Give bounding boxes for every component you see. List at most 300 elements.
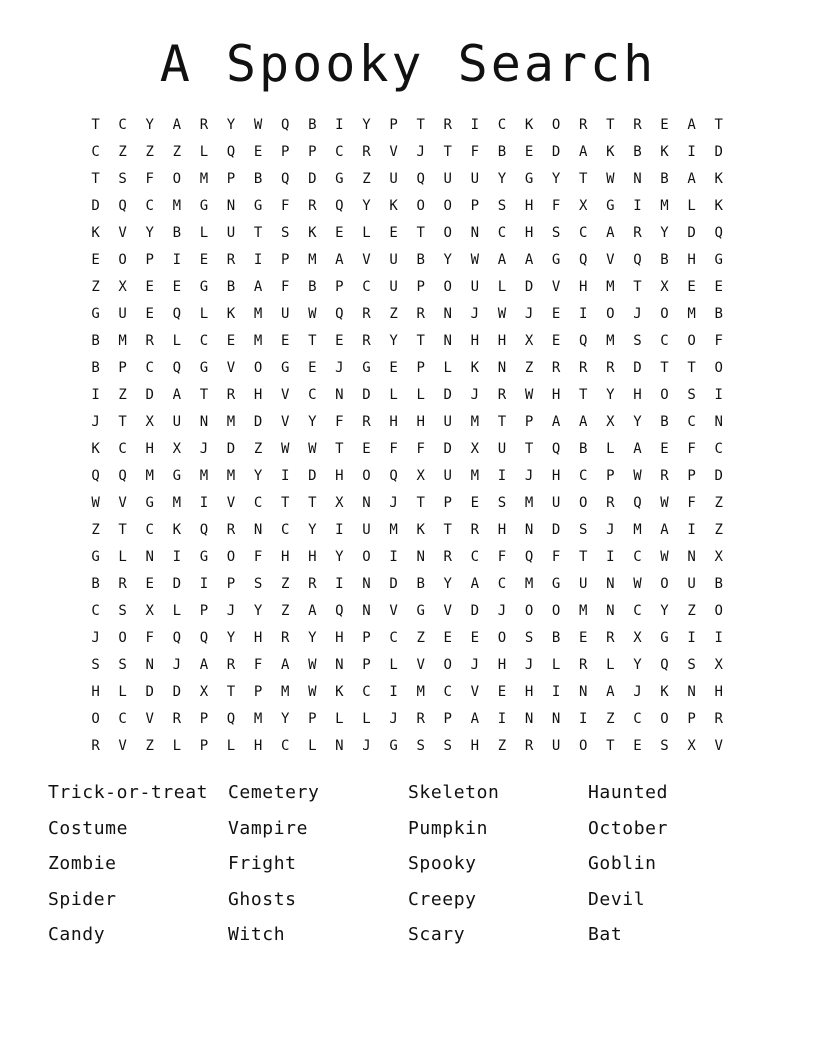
- grid-letter: J: [524, 657, 534, 673]
- grid-letter: A: [497, 252, 507, 268]
- grid-letter: O: [416, 198, 425, 214]
- grid-letter: K: [226, 306, 236, 322]
- grid-letter: D: [687, 225, 696, 241]
- word-list-item: Trick-or-treat: [48, 782, 209, 803]
- grid-letter: M: [687, 306, 696, 322]
- grid-letter: I: [714, 387, 723, 403]
- grid-letter: X: [687, 738, 696, 754]
- grid-letter: C: [91, 603, 100, 619]
- grid-letter: D: [172, 684, 182, 700]
- grid-letter: P: [687, 468, 696, 484]
- grid-letter: L: [497, 279, 507, 295]
- grid-letter: N: [687, 684, 696, 700]
- grid-letter: U: [551, 495, 561, 511]
- grid-letter: S: [118, 603, 127, 619]
- grid-letter: O: [551, 603, 561, 619]
- grid-letter: E: [145, 576, 154, 592]
- grid-letter: M: [199, 171, 209, 187]
- word-list-item: Spooky: [408, 853, 477, 874]
- grid-letter: S: [253, 576, 263, 592]
- grid-row: [82, 571, 734, 598]
- grid-letter: O: [660, 387, 669, 403]
- grid-letter: H: [389, 414, 398, 430]
- grid-letter: H: [497, 522, 507, 538]
- grid-letter: Z: [280, 576, 290, 592]
- grid-letter: U: [226, 225, 236, 241]
- grid-letter: S: [416, 738, 425, 754]
- grid-letter: J: [91, 630, 100, 646]
- grid-letter: N: [335, 387, 344, 403]
- grid-row: [82, 463, 734, 490]
- grid-letter: I: [172, 549, 182, 565]
- grid-letter: J: [524, 468, 534, 484]
- grid-letter: F: [280, 198, 290, 214]
- grid-row: [82, 382, 734, 409]
- grid-letter: Q: [335, 306, 344, 322]
- grid-letter: Y: [145, 225, 154, 241]
- grid-letter: T: [579, 549, 588, 565]
- grid-letter: R: [579, 117, 588, 133]
- grid-letter: T: [660, 360, 669, 376]
- grid-letter: H: [335, 630, 344, 646]
- grid-row: [82, 409, 734, 436]
- grid-letter: I: [579, 711, 588, 727]
- grid-letter: K: [660, 684, 669, 700]
- grid-letter: S: [91, 657, 100, 673]
- grid-letter: T: [280, 495, 290, 511]
- grid-letter: F: [145, 171, 154, 187]
- grid-letter: L: [199, 225, 209, 241]
- grid-letter: L: [199, 144, 209, 160]
- grid-letter: K: [335, 684, 344, 700]
- grid-letter: O: [443, 657, 452, 673]
- grid-letter: B: [91, 360, 100, 376]
- grid-letter: D: [308, 468, 317, 484]
- grid-letter: T: [633, 279, 642, 295]
- grid-letter: K: [470, 360, 480, 376]
- grid-letter: Z: [91, 279, 100, 295]
- grid-letter: X: [660, 279, 669, 295]
- grid-letter: J: [91, 414, 100, 430]
- grid-letter: C: [280, 522, 290, 538]
- grid-letter: T: [416, 495, 425, 511]
- grid-letter: Y: [362, 198, 371, 214]
- grid-letter: Y: [660, 225, 669, 241]
- grid-letter: O: [579, 738, 588, 754]
- grid-letter: W: [280, 441, 290, 457]
- grid-letter: G: [199, 360, 209, 376]
- grid-letter: U: [687, 576, 696, 592]
- grid-letter: Q: [226, 144, 236, 160]
- grid-letter: E: [579, 630, 588, 646]
- grid-letter: N: [606, 576, 615, 592]
- grid-letter: Z: [497, 738, 507, 754]
- grid-letter: A: [579, 414, 588, 430]
- grid-letter: E: [172, 279, 182, 295]
- grid-letter: T: [199, 387, 209, 403]
- grid-letter: R: [362, 333, 371, 349]
- grid-letter: N: [335, 657, 344, 673]
- grid-letter: P: [308, 711, 317, 727]
- grid-letter: I: [335, 117, 344, 133]
- word-list-item: Candy: [48, 924, 106, 945]
- grid-letter: G: [145, 495, 154, 511]
- grid-letter: A: [579, 144, 588, 160]
- grid-row: [82, 274, 734, 301]
- grid-letter: I: [687, 144, 696, 160]
- grid-letter: D: [714, 468, 723, 484]
- grid-letter: C: [389, 630, 398, 646]
- grid-letter: F: [551, 198, 561, 214]
- grid-letter: J: [335, 360, 344, 376]
- grid-letter: Y: [226, 117, 236, 133]
- grid-letter: N: [497, 360, 507, 376]
- grid-row: [82, 544, 734, 571]
- grid-letter: N: [687, 549, 696, 565]
- grid-letter: D: [551, 522, 561, 538]
- grid-letter: I: [199, 495, 209, 511]
- word-list-item: Ghosts: [228, 888, 297, 910]
- grid-letter: S: [633, 333, 642, 349]
- grid-letter: K: [308, 225, 317, 241]
- grid-letter: V: [145, 711, 154, 727]
- grid-letter: I: [579, 306, 588, 322]
- grid-letter: M: [199, 468, 209, 484]
- grid-letter: D: [145, 387, 154, 403]
- grid-letter: M: [172, 198, 182, 214]
- word-list-item: Zombie: [48, 853, 117, 874]
- word-list-item: Fright: [228, 853, 297, 874]
- grid-letter: B: [308, 117, 317, 133]
- grid-letter: R: [524, 738, 534, 754]
- grid-letter: U: [470, 171, 480, 187]
- grid-letter: Q: [226, 711, 236, 727]
- grid-letter: Y: [443, 576, 452, 592]
- grid-letter: X: [118, 279, 127, 295]
- grid-letter: C: [687, 414, 696, 430]
- grid-letter: E: [524, 144, 534, 160]
- grid-letter: L: [335, 711, 344, 727]
- grid-letter: X: [172, 441, 182, 457]
- grid-letter: W: [470, 252, 480, 268]
- grid-letter: D: [362, 387, 371, 403]
- grid-letter: G: [199, 198, 209, 214]
- grid-letter: Q: [91, 468, 100, 484]
- grid-letter: B: [714, 306, 723, 322]
- grid-letter: X: [199, 684, 209, 700]
- grid-letter: F: [470, 144, 480, 160]
- grid-letter: K: [389, 198, 398, 214]
- grid-letter: R: [362, 144, 371, 160]
- grid-letter: T: [497, 414, 507, 430]
- grid-letter: Z: [524, 360, 534, 376]
- word-list: [48, 776, 768, 954]
- grid-letter: L: [416, 387, 425, 403]
- grid-letter: P: [416, 279, 425, 295]
- grid-letter: U: [280, 306, 290, 322]
- grid-letter: Y: [633, 657, 642, 673]
- grid-letter: M: [118, 333, 127, 349]
- grid-letter: B: [172, 225, 182, 241]
- grid-letter: F: [687, 441, 696, 457]
- grid-letter: B: [551, 630, 561, 646]
- page-title: A Spooky Search: [159, 35, 657, 93]
- grid-letter: V: [551, 279, 561, 295]
- grid-letter: M: [606, 279, 615, 295]
- grid-letter: A: [660, 522, 669, 538]
- grid-letter: P: [280, 144, 290, 160]
- word-list-item: Skeleton: [408, 782, 500, 803]
- grid-letter: Q: [199, 522, 209, 538]
- grid-letter: J: [497, 603, 507, 619]
- grid-letter: P: [362, 657, 371, 673]
- grid-row: [82, 679, 734, 706]
- grid-letter: T: [687, 360, 696, 376]
- grid-letter: R: [172, 711, 182, 727]
- grid-letter: M: [145, 468, 154, 484]
- grid-letter: P: [226, 576, 236, 592]
- grid-letter: B: [308, 279, 317, 295]
- grid-letter: R: [606, 360, 615, 376]
- grid-letter: Q: [199, 630, 209, 646]
- grid-letter: A: [551, 414, 561, 430]
- grid-letter: E: [280, 333, 290, 349]
- grid-letter: R: [606, 495, 615, 511]
- grid-letter: S: [524, 630, 534, 646]
- grid-letter: F: [497, 549, 507, 565]
- grid-letter: Q: [660, 657, 669, 673]
- grid-letter: T: [714, 117, 723, 133]
- grid-letter: H: [253, 630, 263, 646]
- grid-letter: G: [416, 603, 425, 619]
- grid-letter: S: [497, 198, 507, 214]
- grid-letter: C: [660, 333, 669, 349]
- grid-letter: C: [470, 549, 480, 565]
- grid-letter: D: [714, 144, 723, 160]
- grid-letter: E: [145, 279, 154, 295]
- grid-letter: P: [253, 684, 263, 700]
- grid-letter: P: [199, 603, 209, 619]
- grid-letter: R: [280, 630, 290, 646]
- grid-letter: L: [172, 333, 182, 349]
- grid-letter: O: [497, 630, 507, 646]
- grid-row: [82, 706, 734, 733]
- grid-letter: B: [226, 279, 236, 295]
- grid-letter: B: [497, 144, 507, 160]
- grid-letter: J: [633, 306, 642, 322]
- grid-letter: R: [714, 711, 723, 727]
- grid-letter: I: [687, 522, 696, 538]
- grid-letter: Y: [308, 630, 317, 646]
- grid-letter: X: [714, 657, 723, 673]
- grid-row: [82, 355, 734, 382]
- grid-letter: J: [199, 441, 209, 457]
- grid-letter: S: [579, 522, 588, 538]
- grid-letter: O: [362, 468, 371, 484]
- grid-letter: Y: [280, 711, 290, 727]
- grid-letter: M: [226, 414, 236, 430]
- grid-letter: V: [226, 360, 236, 376]
- grid-letter: N: [633, 171, 642, 187]
- grid-letter: W: [308, 306, 317, 322]
- grid-letter: U: [362, 522, 371, 538]
- grid-letter: H: [416, 414, 425, 430]
- grid-letter: P: [443, 711, 452, 727]
- grid-letter: Y: [226, 630, 236, 646]
- grid-letter: H: [551, 387, 561, 403]
- grid-row: [82, 328, 734, 355]
- grid-letter: N: [443, 333, 452, 349]
- grid-letter: O: [551, 117, 561, 133]
- grid-letter: R: [579, 657, 588, 673]
- grid-letter: C: [633, 603, 642, 619]
- grid-letter: D: [443, 441, 452, 457]
- grid-letter: L: [118, 684, 127, 700]
- grid-letter: Y: [308, 414, 317, 430]
- grid-letter: L: [443, 360, 452, 376]
- grid-letter: Y: [389, 333, 398, 349]
- grid-letter: X: [335, 495, 344, 511]
- grid-letter: V: [118, 495, 127, 511]
- grid-letter: I: [389, 549, 398, 565]
- grid-row: [82, 625, 734, 652]
- grid-letter: G: [172, 468, 182, 484]
- grid-letter: R: [199, 117, 209, 133]
- grid-letter: S: [551, 225, 561, 241]
- grid-letter: L: [389, 657, 398, 673]
- grid-letter: N: [362, 576, 371, 592]
- grid-letter: V: [416, 657, 425, 673]
- grid-letter: Z: [687, 603, 696, 619]
- grid-letter: G: [280, 360, 290, 376]
- grid-letter: A: [253, 279, 263, 295]
- grid-letter: M: [172, 495, 182, 511]
- grid-letter: H: [308, 549, 317, 565]
- grid-letter: J: [362, 738, 371, 754]
- grid-letter: Z: [416, 630, 425, 646]
- grid-row: [82, 220, 734, 247]
- grid-letter: A: [606, 684, 615, 700]
- grid-letter: P: [606, 468, 615, 484]
- grid-letter: M: [253, 711, 263, 727]
- grid-letter: V: [606, 252, 615, 268]
- grid-letter: N: [470, 225, 480, 241]
- grid-letter: Q: [172, 360, 182, 376]
- grid-letter: T: [606, 738, 615, 754]
- grid-letter: C: [91, 144, 100, 160]
- grid-letter: R: [497, 387, 507, 403]
- grid-letter: N: [524, 522, 534, 538]
- grid-letter: D: [443, 387, 452, 403]
- grid-letter: L: [362, 711, 371, 727]
- grid-letter: L: [199, 306, 209, 322]
- grid-letter: I: [551, 684, 561, 700]
- grid-letter: Z: [362, 171, 371, 187]
- grid-letter: E: [226, 333, 236, 349]
- grid-letter: R: [362, 306, 371, 322]
- grid-letter: Q: [416, 171, 425, 187]
- grid-letter: Z: [145, 738, 154, 754]
- grid-letter: R: [226, 252, 236, 268]
- grid-letter: L: [606, 657, 615, 673]
- grid-letter: Z: [118, 387, 127, 403]
- grid-letter: P: [118, 360, 127, 376]
- grid-letter: A: [687, 117, 696, 133]
- grid-letter: V: [389, 144, 398, 160]
- grid-letter: P: [280, 252, 290, 268]
- grid-letter: O: [524, 603, 534, 619]
- grid-letter: T: [308, 333, 317, 349]
- grid-letter: N: [335, 738, 344, 754]
- grid-letter: C: [633, 549, 642, 565]
- grid-letter: O: [687, 333, 696, 349]
- grid-letter: S: [443, 738, 452, 754]
- grid-letter: U: [551, 738, 561, 754]
- grid-letter: U: [443, 414, 452, 430]
- grid-letter: I: [633, 198, 642, 214]
- grid-letter: H: [145, 441, 154, 457]
- grid-letter: Q: [280, 117, 290, 133]
- grid-letter: W: [633, 468, 642, 484]
- grid-letter: Y: [145, 117, 154, 133]
- grid-letter: H: [524, 225, 534, 241]
- grid-letter: M: [579, 603, 588, 619]
- grid-letter: M: [416, 684, 425, 700]
- grid-letter: E: [389, 225, 398, 241]
- grid-row: [82, 301, 734, 328]
- grid-letter: D: [226, 441, 236, 457]
- grid-letter: N: [145, 549, 154, 565]
- grid-letter: T: [579, 171, 588, 187]
- grid-letter: T: [91, 171, 100, 187]
- grid-letter: Q: [714, 225, 723, 241]
- grid-letter: T: [335, 441, 344, 457]
- word-list-item: Cemetery: [228, 782, 320, 803]
- grid-letter: N: [714, 414, 723, 430]
- grid-letter: K: [660, 144, 669, 160]
- grid-letter: V: [226, 495, 236, 511]
- grid-letter: M: [660, 198, 669, 214]
- grid-letter: N: [362, 603, 371, 619]
- grid-letter: U: [579, 576, 588, 592]
- grid-letter: V: [470, 684, 480, 700]
- grid-letter: U: [389, 171, 398, 187]
- grid-letter: H: [335, 468, 344, 484]
- grid-letter: J: [470, 387, 480, 403]
- grid-letter: T: [416, 225, 425, 241]
- grid-letter: Y: [443, 252, 452, 268]
- grid-letter: E: [687, 279, 696, 295]
- grid-letter: A: [470, 711, 480, 727]
- grid-row: [82, 652, 734, 679]
- grid-letter: P: [687, 711, 696, 727]
- grid-letter: O: [714, 603, 723, 619]
- grid-letter: I: [172, 252, 182, 268]
- grid-letter: K: [91, 441, 100, 457]
- grid-letter: E: [551, 306, 561, 322]
- grid-letter: Q: [551, 441, 561, 457]
- grid-letter: G: [253, 198, 263, 214]
- grid-letter: N: [524, 711, 534, 727]
- grid-letter: R: [660, 468, 669, 484]
- grid-letter: O: [226, 549, 236, 565]
- grid-letter: J: [470, 306, 480, 322]
- grid-letter: Y: [335, 549, 344, 565]
- grid-letter: W: [308, 441, 317, 457]
- grid-letter: R: [606, 630, 615, 646]
- grid-letter: Z: [172, 144, 182, 160]
- grid-letter: I: [687, 630, 696, 646]
